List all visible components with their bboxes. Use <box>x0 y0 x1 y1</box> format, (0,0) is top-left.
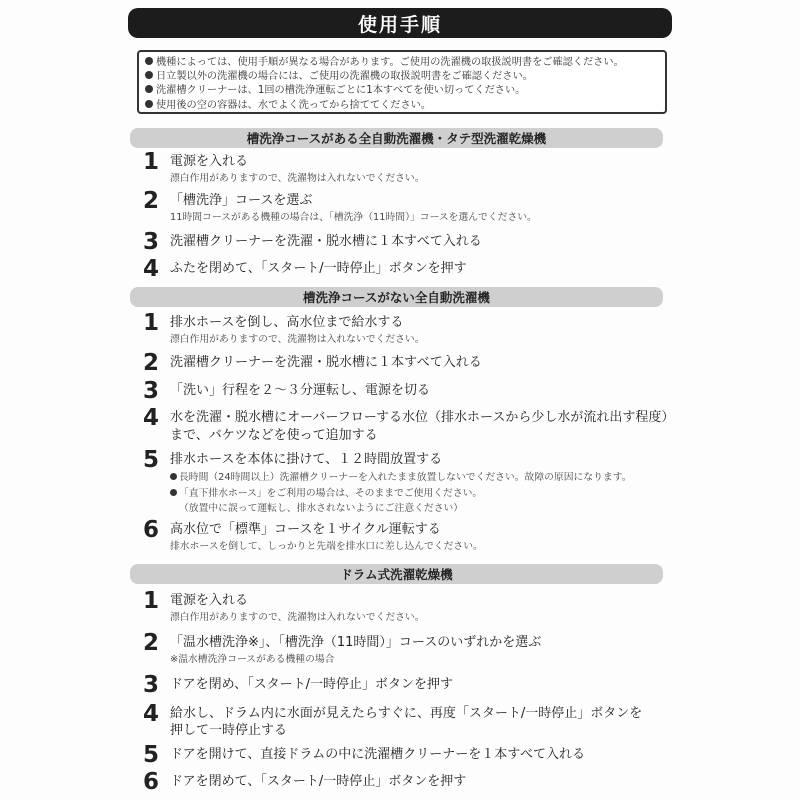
step-main-text: 電源を入れる <box>170 593 249 608</box>
step-number: 3 <box>143 229 160 255</box>
notice-item: 使用後の空の容器は、水でよく洗ってから捨ててください。 <box>145 99 657 113</box>
step-main-text: 排水ホースを倒し、高水位まで給水する <box>170 315 404 330</box>
notice-item: 洗濯槽クリーナーは、1回の槽洗浄運転ごとに1本すべてを使い切ってください。 <box>145 84 657 98</box>
step-main-text: 「洗い」行程を２～３分運転し、電源を切る <box>170 383 431 398</box>
notice-item: 日立製以外の洗濯機の場合には、ご使用の洗濯機の取扱説明書をご確認ください。 <box>145 70 657 84</box>
step-main-text: ドアを開けて、直接ドラムの中に洗濯槽クリーナーを１本すべて入れる <box>170 747 585 762</box>
step-main-text-cont: まで、バケツなどを使って追加する <box>170 428 378 443</box>
step-main-text: 電源を入れる <box>170 154 249 169</box>
step-number: 6 <box>143 769 160 795</box>
notice-box <box>137 50 667 114</box>
bullet-icon <box>145 71 153 79</box>
step-main-text-cont: 押して一時停止する <box>170 723 288 738</box>
section-heading-drum: ドラム式洗濯乾燥機 <box>130 564 663 584</box>
step-main-text: 排水ホースを本体に掛けて、１２時間放置する <box>170 452 443 467</box>
step-main-text: ドアを閉め、「スタート/一時停止」ボタンを押す <box>170 677 453 692</box>
step-number: 1 <box>143 149 160 175</box>
step-sub-text: 漂白作用がありますので、洗濯物は入れないでください。 <box>170 173 425 184</box>
step-sub-text: 長時間（24時間以上）洗濯槽クリーナーを入れたまま放置しないでください。故障の原因になります。 <box>170 471 632 484</box>
step-sub-text: 排水ホースを倒して、しっかりと先端を排水口に差し込んでください。 <box>170 541 483 552</box>
step-main-text: 「槽洗浄」コースを選ぶ <box>170 193 313 208</box>
step-number: 4 <box>143 405 160 431</box>
step-number: 1 <box>143 588 160 614</box>
bullet-icon <box>145 57 153 65</box>
step-number: 2 <box>143 188 160 214</box>
step-main-text: 洗濯槽クリーナーを洗濯・脱水槽に１本すべて入れる <box>170 355 482 370</box>
section-heading-without-course: 槽洗浄コースがない全自動洗濯機 <box>130 287 663 307</box>
bullet-icon <box>145 100 153 108</box>
step-main-text: ふたを閉めて、「スタート/一時停止」ボタンを押す <box>170 261 467 276</box>
step-number: 1 <box>143 310 160 336</box>
step-sub-text: ※温水槽洗浄コースがある機種の場合 <box>170 654 335 665</box>
step-number: 6 <box>143 517 160 543</box>
notice-item: 機種によっては、使用手順が異なる場合があります。ご使用の洗濯機の取扱説明書をご確認ください。 <box>145 56 657 70</box>
step-main-text: 「温水槽洗浄※」、「槽洗浄（11時間）」コースのいずれかを選ぶ <box>170 635 542 650</box>
bullet-icon <box>170 489 177 496</box>
step-number: 5 <box>143 742 160 768</box>
step-sub-text: 「直下排水ホース」をご利用の場合は、そのままでご使用ください。 <box>170 487 482 500</box>
step-main-text: 高水位で「標準」コースを１サイクル運転する <box>170 522 441 537</box>
step-main-text: 給水し、ドラム内に水面が見えたらすぐに、再度「スタート/一時停止」ボタンを <box>170 706 643 721</box>
step-main-text: 水を洗濯・脱水槽にオーバーフローする水位（排水ホースから少し水が流れ出す程度） <box>170 410 675 425</box>
section-heading-vertical-with-course: 槽洗浄コースがある全自動洗濯機・タテ型洗濯乾燥機 <box>130 128 663 148</box>
step-main-text: 洗濯槽クリーナーを洗濯・脱水槽に１本すべて入れる <box>170 234 482 249</box>
page-title: 使用手順 <box>128 8 672 38</box>
step-number: 3 <box>143 672 160 698</box>
step-number: 2 <box>143 630 160 656</box>
step-sub-text: 11時間コースがある機種の場合は、「槽洗浄（11時間）」コースを選んでください。 <box>170 212 537 223</box>
step-number: 3 <box>143 378 160 404</box>
bullet-icon <box>145 85 153 93</box>
step-sub-text: 漂白作用がありますので、洗濯物は入れないでください。 <box>170 612 425 623</box>
step-number: 4 <box>143 256 160 282</box>
step-number: 4 <box>143 701 160 727</box>
bullet-icon <box>170 473 177 480</box>
step-number: 2 <box>143 350 160 376</box>
step-sub-text: （放置中に誤って運転し、排水されないようにご注意ください） <box>179 503 464 514</box>
step-sub-text: 漂白作用がありますので、洗濯物は入れないでください。 <box>170 334 425 345</box>
step-number: 5 <box>143 447 160 473</box>
step-main-text: ドアを閉めて、「スタート/一時停止」ボタンを押す <box>170 774 467 789</box>
